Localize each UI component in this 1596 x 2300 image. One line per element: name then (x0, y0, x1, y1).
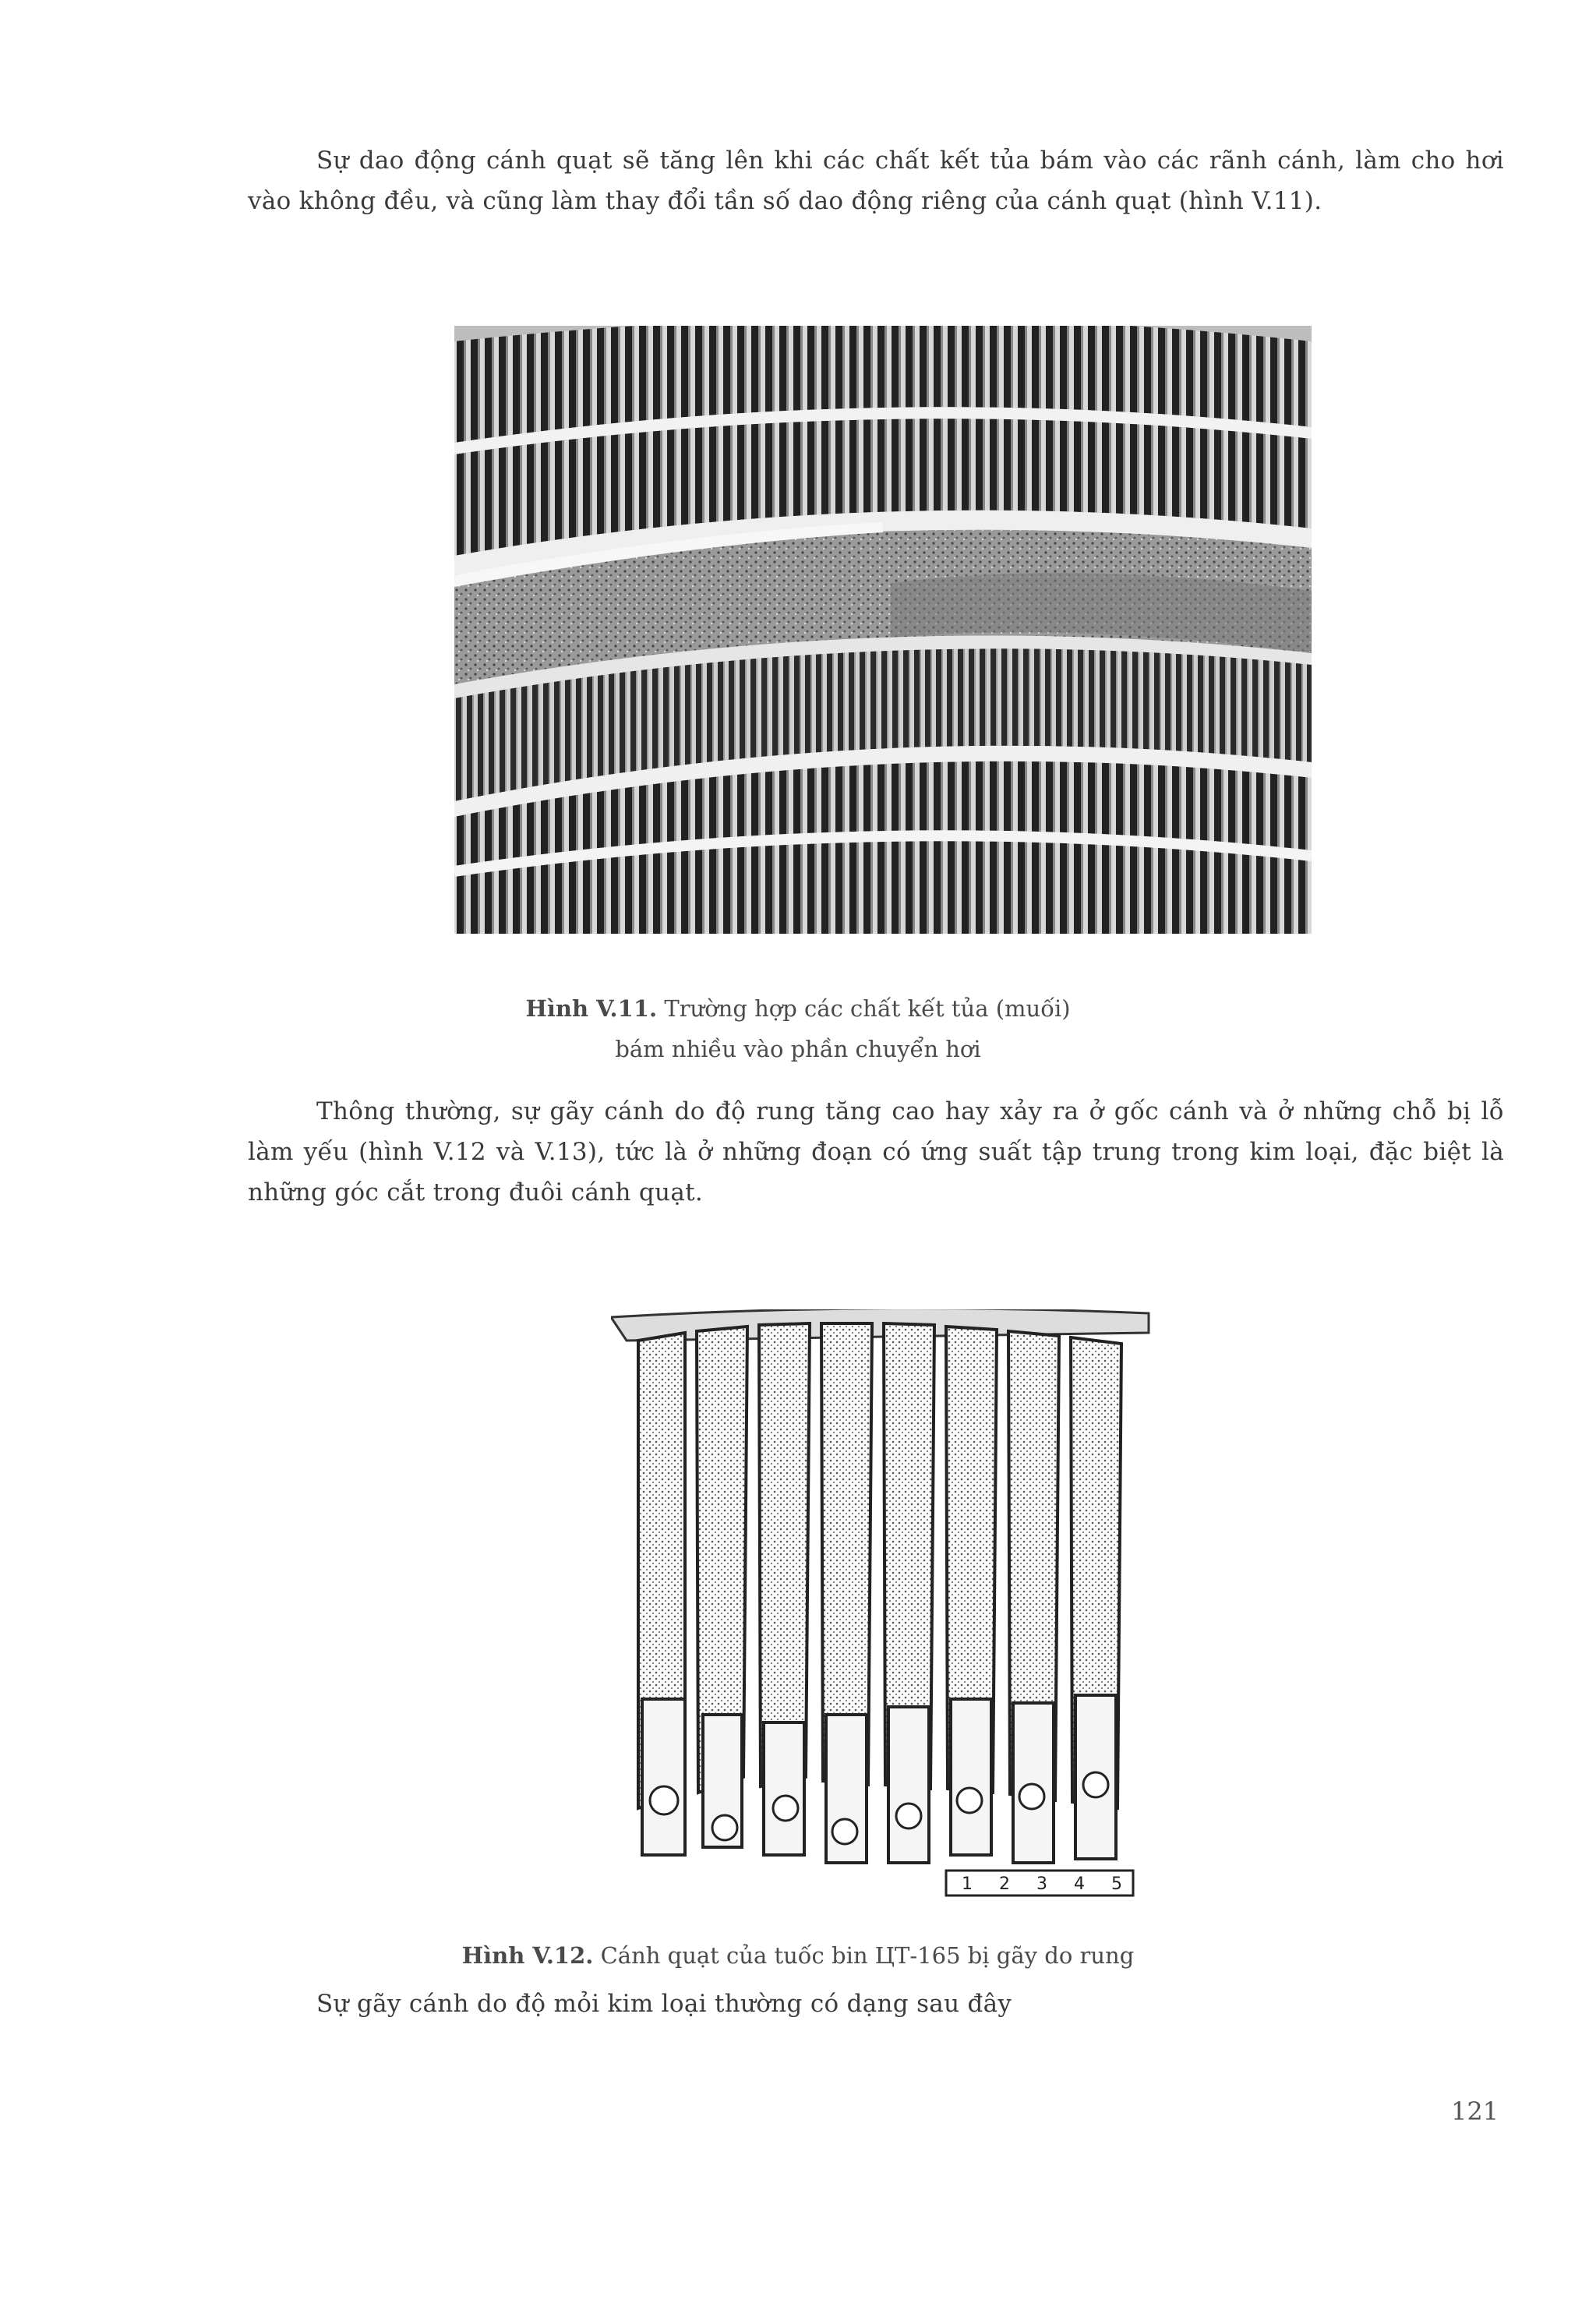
figure-1-caption-line2: bám nhiều vào phần chuyển hơi (615, 1036, 981, 1062)
paragraph-2-text: Thông thường, sự gãy cánh do độ rung tăng cao hay xảy ra ở gốc cánh và ở những chỗ bị lỗ làm yếu (hình V.12 và V.13), tức là ở những đoạn có ứng suất tập trung trong kim loại, đặc biệt là những góc cắt trong đuôi cánh quạt. (248, 1097, 1504, 1207)
scale-label: 1 (962, 1874, 973, 1894)
scale-label: 2 (999, 1874, 1010, 1894)
figure-1-caption-line1: Trường hợp các chất kết tủa (muối) (664, 995, 1071, 1022)
figure-1-caption (0, 990, 1596, 1027)
page-number: 121 (1451, 2097, 1499, 2126)
figure-1-caption-label: Hình V.11. (525, 995, 658, 1022)
scale-label: 5 (1111, 1874, 1122, 1894)
blade-rows-illustration (454, 326, 1312, 934)
figure-1-caption-line2-wrapper (0, 1030, 1596, 1068)
figure-2-caption-label: Hình V.12. (461, 1942, 594, 1969)
figure-2-caption-text: Cánh quạt của tuốc bin ЦТ-165 bị gãy do rung (600, 1942, 1135, 1969)
paragraph-3-text: Sự gãy cánh do độ mỏi kim loại thường có dạng sau đây (316, 1990, 1012, 2018)
figure-turbine-blade-rows-photo (454, 326, 1312, 934)
paragraph-2 (248, 1091, 1504, 1213)
scale-label: 3 (1036, 1874, 1047, 1894)
scale-label: 4 (1074, 1874, 1085, 1894)
paragraph-3 (248, 1984, 1504, 2024)
paragraph-1-text: Sự dao động cánh quạt sẽ tăng lên khi các chất kết tủa bám vào các rãnh cánh, làm cho hơi vào không đều, và cũng làm thay đổi tần số dao động riêng của cánh quạt (hình V.11). (248, 147, 1504, 215)
paragraph-1 (248, 140, 1504, 221)
figure-2-caption (0, 1937, 1596, 1974)
broken-blades-illustration (611, 1309, 1156, 1902)
figure-broken-blades-drawing (611, 1309, 1156, 1902)
